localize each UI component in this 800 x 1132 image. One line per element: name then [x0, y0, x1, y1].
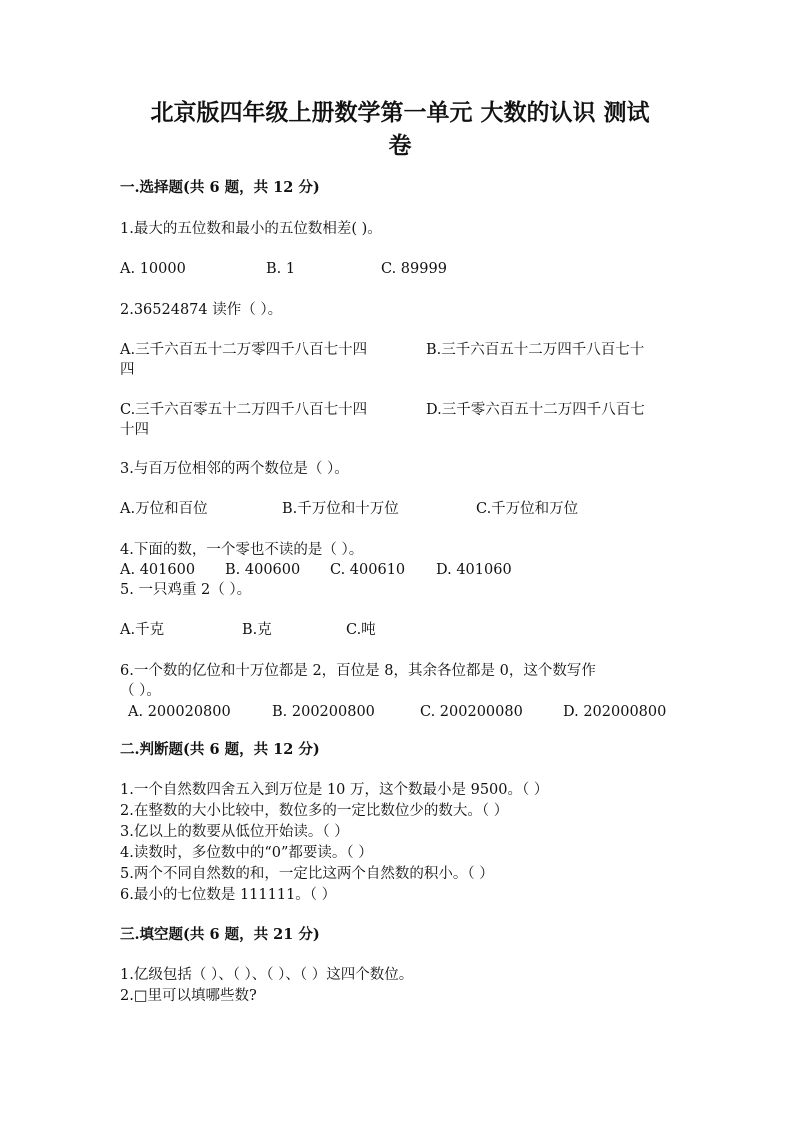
section-heading-fill: 三.填空题(共 6 题，共 21 分)	[120, 926, 320, 943]
question-4: 4.下面的数，一个零也不读的是（ ）。	[120, 542, 364, 558]
page-title	[100, 96, 700, 162]
q1-option-a: A. 10000	[120, 261, 186, 277]
q5-option-a: A.千克	[120, 622, 165, 638]
judge-item-6: 6.最小的七位数是 111111。（ ）	[120, 887, 337, 903]
q5-option-c: C.吨	[346, 622, 376, 638]
q2-option-d-wrap: 十四	[120, 422, 149, 438]
q2-option-a-wrap: 四	[120, 362, 135, 378]
q2-option-d: D.三千零六百五十二万四千八百七	[426, 402, 645, 418]
q5-option-b: B.克	[242, 622, 272, 638]
title-line-1: 北京版四年级上册数学第一单元 大数的认识 测试	[150, 99, 650, 126]
question-1: 1.最大的五位数和最小的五位数相差( )。	[120, 221, 382, 237]
question-2: 2.36524874 读作（ ）。	[120, 302, 283, 318]
judge-item-2: 2.在整数的大小比较中，数位多的一定比数位少的数大。（ ）	[120, 803, 509, 819]
q2-option-b: B.三千六百五十二万四千八百七十	[426, 342, 645, 358]
q6-option-b: B. 200200800	[272, 704, 375, 720]
section-heading-choice: 一.选择题(共 6 题，共 12 分)	[120, 179, 320, 196]
q4-option-c: C. 400610	[330, 562, 406, 578]
q6-option-a: A. 200020800	[128, 704, 231, 720]
q3-option-a: A.万位和百位	[120, 501, 208, 517]
fill-item-2: 2.□里可以填哪些数?	[120, 988, 257, 1004]
fill-item-1: 1.亿级包括（ ）、（ ）、（ ）、（ ）这四个数位。	[120, 967, 414, 983]
section-heading-judge: 二.判断题(共 6 题，共 12 分)	[120, 741, 320, 758]
q1-option-c: C. 89999	[381, 261, 447, 277]
q6-option-c: C. 200200080	[420, 704, 523, 720]
q2-option-c: C.三千六百零五十二万四千八百七十四	[120, 402, 368, 418]
judge-item-4: 4.读数时，多位数中的“0”都要读。（ ）	[120, 845, 373, 861]
title-line-2: 卷	[388, 132, 412, 159]
q4-option-a: A. 401600	[120, 562, 196, 578]
q3-option-c: C.千万位和万位	[476, 501, 579, 517]
question-6: 6.一个数的亿位和十万位都是 2，百位是 8，其余各位都是 0，这个数写作	[120, 663, 596, 679]
q4-option-b: B. 400600	[225, 562, 301, 578]
judge-item-5: 5.两个不同自然数的和，一定比这两个自然数的积小。（ ）	[120, 866, 494, 882]
question-3: 3.与百万位相邻的两个数位是（ ）。	[120, 461, 349, 477]
question-5: 5. 一只鸡重 2（ ）。	[120, 582, 252, 598]
judge-item-1: 1.一个自然数四舍五入到万位是 10 万，这个数最小是 9500。（ ）	[120, 782, 549, 798]
q1-option-b: B. 1	[266, 261, 296, 277]
question-6-wrap: （ ）。	[120, 683, 161, 699]
q3-option-b: B.千万位和十万位	[282, 501, 399, 517]
judge-item-3: 3.亿以上的数要从低位开始读。（ ）	[120, 824, 349, 840]
q2-option-a: A.三千六百五十二万零四千八百七十四	[120, 342, 368, 358]
q4-option-d: D. 401060	[436, 562, 512, 578]
q6-option-d: D. 202000800	[563, 704, 667, 720]
